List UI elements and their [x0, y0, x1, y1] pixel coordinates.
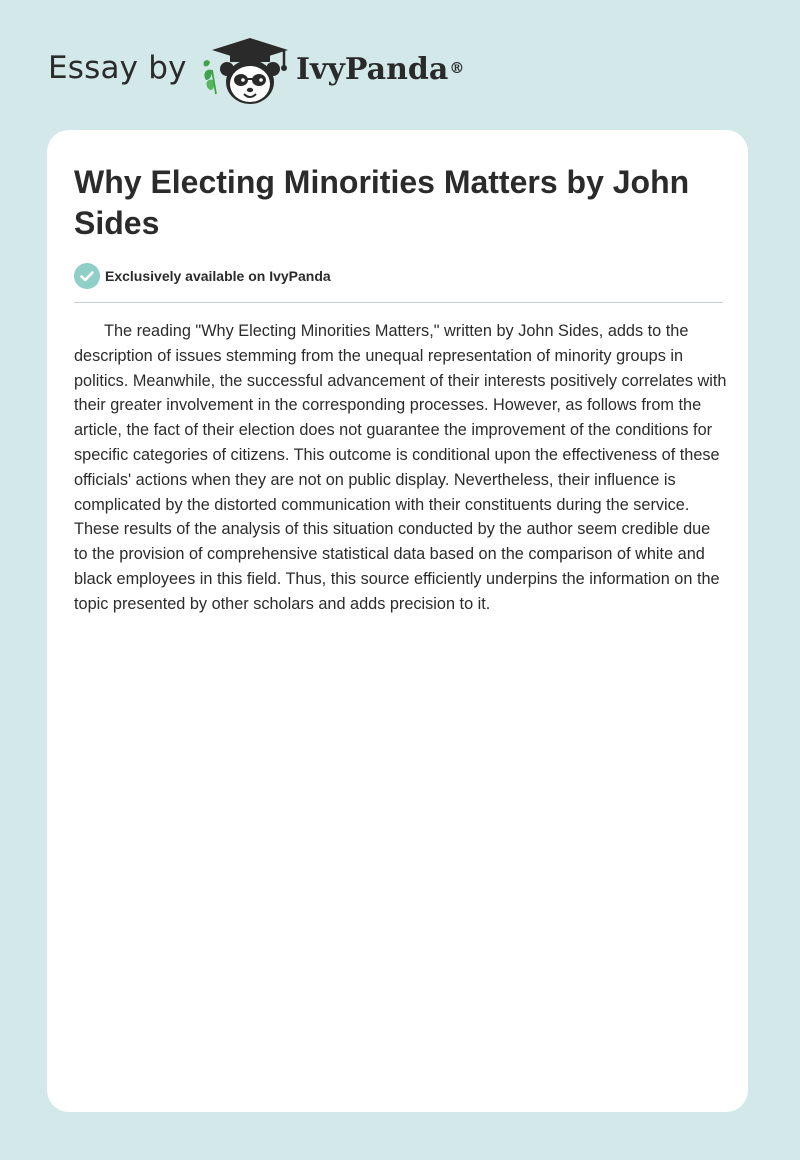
brand-name-text: IvyPanda	[296, 52, 449, 87]
registered-mark: ®	[449, 59, 465, 77]
brand-name	[296, 50, 464, 90]
exclusive-badge-label: Exclusively available on IvyPanda	[105, 268, 331, 284]
divider	[74, 302, 723, 303]
essay-by-label: Essay by	[48, 50, 187, 86]
exclusive-badge	[74, 263, 331, 289]
essay-paragraph: The reading "Why Electing Minorities Matters," written by John Sides, adds to the description of issues stemming from the unequal representation of minority groups in politics. Meanwhile, the successful advancement of their interests positively correlates with their greater involvement in the corresponding processes. However, as follows from the article, the fact of their election does not guarantee the improvement of the conditions for specific categories of citizens. This outcome is conditional upon the effectiveness of these officials' actions when they are not on public display. Nevertheless, their influence is complicated by the distorted communication with their constituents during the service. These results of the analysis of this situation conducted by the author seem credible due to the provision of comprehensive statistical data based on the comparison of white and black employees in this field. Thus, this source efficiently underpins the information on the topic presented by other scholars and adds precision to it.	[74, 322, 727, 613]
essay-card	[47, 130, 748, 1112]
site-header	[0, 0, 800, 130]
panda-graduate-logo-icon	[200, 36, 292, 108]
page-title: Why Electing Minorities Matters by John Sides	[74, 164, 690, 241]
check-circle-icon	[74, 263, 100, 289]
